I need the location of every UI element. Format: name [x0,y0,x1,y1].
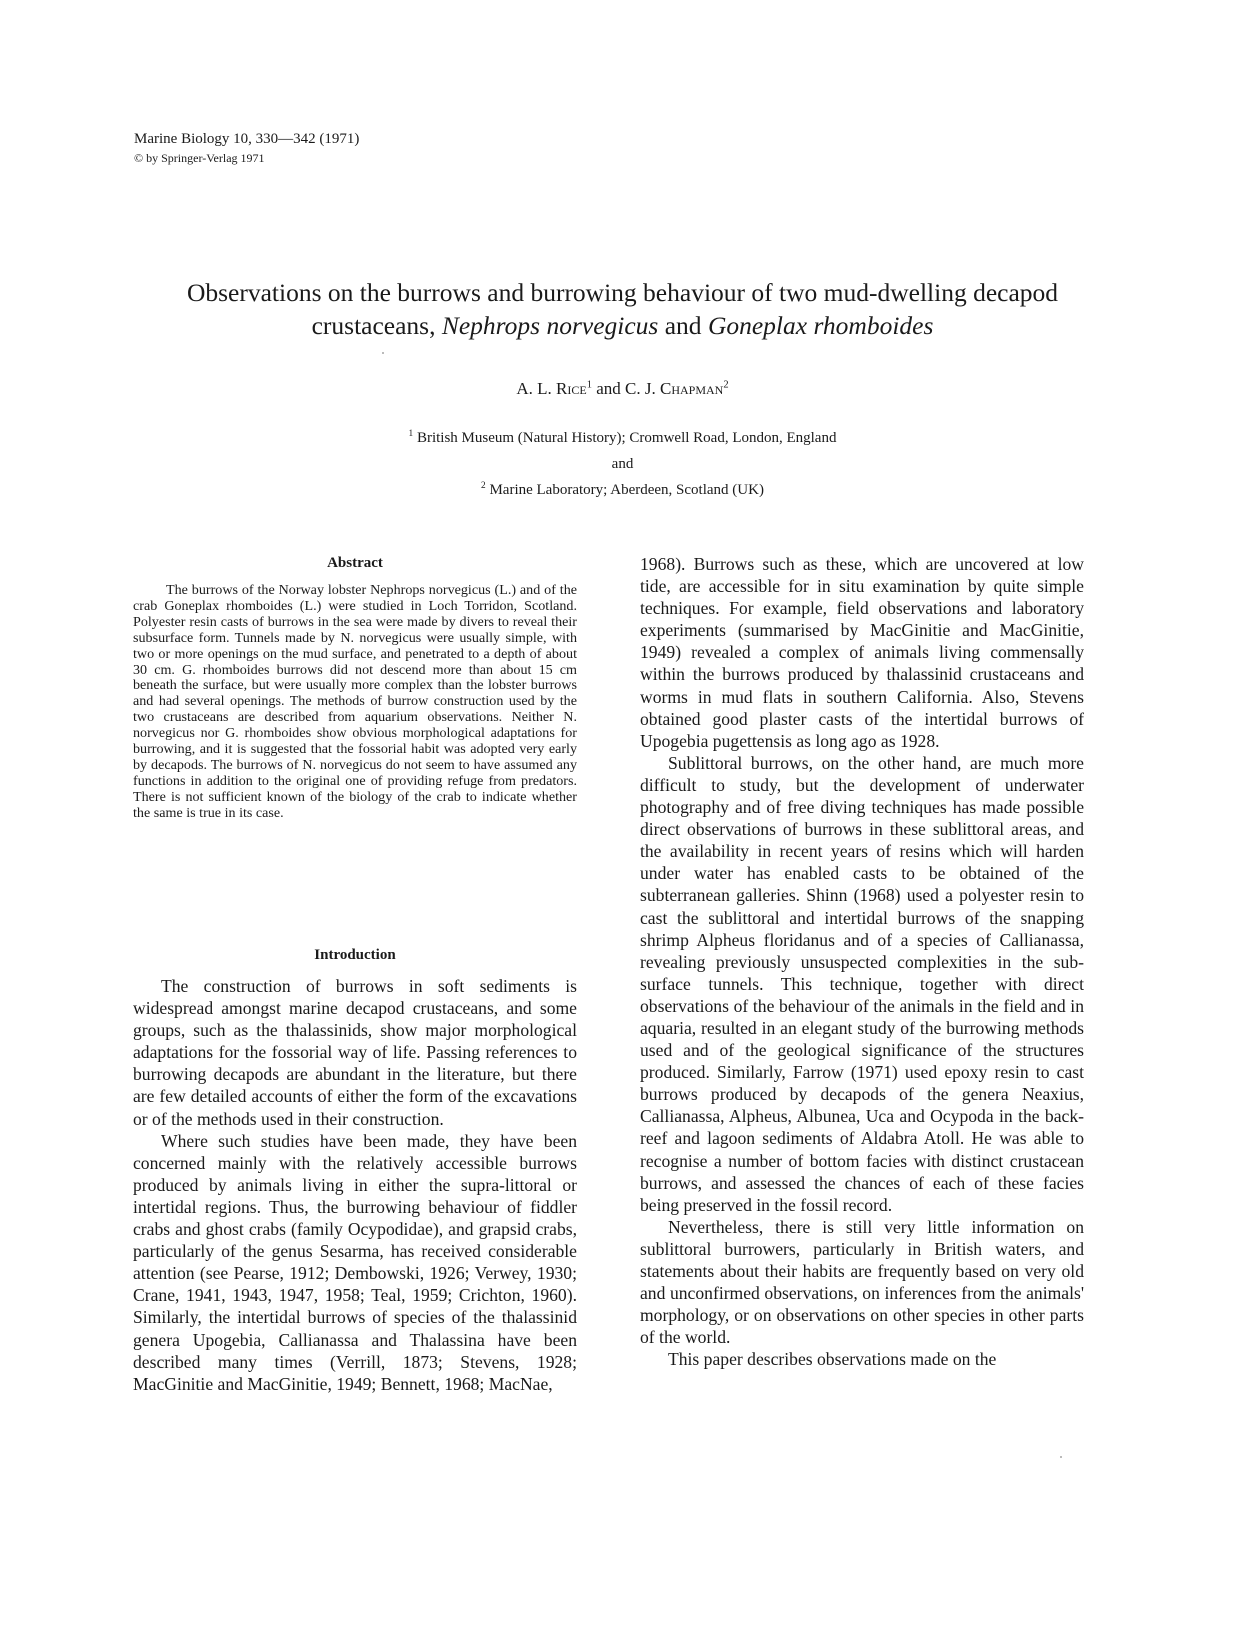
author-2: C. J. Chapman [625,379,724,398]
abstract-heading: Abstract [327,555,383,571]
right-paragraph-4: This paper describes observations made on the [668,1349,997,1370]
title-line-1: Observations on the burrows and burrowing behaviour of two mud-dwelling decapod [186,278,1059,307]
affiliation-1 [0,425,1245,451]
journal-header [134,128,359,167]
introduction-body [133,975,577,1395]
right-column-body [640,553,1084,1370]
right-paragraph-3: Nevertheless, there is still very little information on sublittoral burrowers, particularly in British waters, and statements about their habits are frequently based on very old and unconfirmed observations, on inferences from the animals' morphology, or on observations on other species in other parts of the world. [640,1216,1084,1348]
title-prefix: crustaceans, [311,311,442,340]
affiliations [0,425,1245,503]
author-1-marker: 1 [586,379,592,391]
affiliation-2-text: Marine Laboratory; Aberdeen, Scotland (UK) [485,482,764,498]
affiliation-1-marker: 1 [408,429,414,439]
title-line-2 [100,309,1145,342]
title-species-2: Goneplax rhomboides [707,311,934,340]
title-and: and [658,311,708,340]
copyright-line: © by Springer-Verlag 1971 [134,151,265,165]
right-paragraph-1: 1968). Burrows such as these, which are uncovered at low tide, are accessible for in situ examination by quite simple techniques. For example, field observations and laboratory experiments (summarised by MacGinitie and MacGinitie, 1949) revealed a complex of animals living commensally within the burrows produced by thalassinid crustaceans and worms in mud flats in southern California. Also, Stevens obtained good plaster casts of the intertidal burrows of Upogebia pugettensis as long ago as 1928. [640,554,1084,751]
intro-paragraph-1: The construction of burrows in soft sediments is widespread amongst marine decapod crustaceans, and some groups, such as the thalassinids, show major morphological adaptations for the fossorial way of life. Passing references to burrowing decapods are abundant in the literature, but there are few detailed accounts of either the form of the excavations or of the methods used in their construction. [133,976,577,1129]
affiliation-and: and [611,456,634,472]
introduction-heading: Introduction [314,947,396,963]
author-1: A. L. Rice [516,379,587,398]
abstract-text: The burrows of the Norway lobster Nephrops norvegicus (L.) and of the crab Goneplax rhomboides (L.) were studied in Loch Torridon, Scotland. Polyester resin casts of burrows in the sea were made by divers to reveal their subsurface form. Tunnels made by N. norvegicus were usually simple, with two or more openings on the mud surface, and penetrated to a depth of about 30 cm. G. rhomboides burrows did not descend more than about 15 cm beneath the surface, but were usually more complex than the lobster burrows and had several openings. The methods of burrow construction used by the two crustaceans are described from aquarium observations. Neither N. norvegicus nor G. rhomboides show obvious morphological adaptations for burrowing, and it is suggested that the fossorial habit was adopted very early by decapods. The burrows of N. norvegicus do not seem to have assumed any functions in addition to the original one of providing refuge from predators. There is not sufficient known of the biology of the crab to indicate whether the same is true in its case. [133,582,577,821]
title-species-1: Nephrops norvegicus [441,311,659,340]
scan-speck [1060,1456,1062,1458]
author-2-marker: 2 [723,379,729,391]
intro-paragraph-2: Where such studies have been made, they have been concerned mainly with the relatively accessible burrows produced by animals living in either the supra-littoral or intertidal regions. Thus, the burrowing behaviour of fiddler crabs and ghost crabs (family Ocypodidae), and grapsid crabs, particularly of the genus Sesarma, has received considerable attention (see Pearse, 1912; Dembowski, 1926; Verwey, 1930; Crane, 1941, 1943, 1947, 1958; Teal, 1959; Crichton, 1960). Similarly, the intertidal burrows of species of the thalassinid genera Upogebia, Callianassa and Thalassina have been described many times (Verrill, 1873; Stevens, 1928; MacGinitie and MacGinitie, 1949; Bennett, 1968; MacNae, [133,1130,577,1394]
journal-citation: Marine Biology 10, 330—342 (1971) [134,131,360,147]
right-paragraph-2: Sublittoral burrows, on the other hand, are much more difficult to study, but the development of underwater photography and of free diving techniques has made possible direct observations of burrows in these sublittoral areas, and the availability in recent years of resins which will harden under water has enabled casts to be obtained of the subterranean galleries. Shinn (1968) used a polyester resin to cast the sublittoral and intertidal burrows of the snapping shrimp Alpheus floridanus and of a species of Callianassa, revealing previously unsuspected complexities in the sub-surface tunnels. This technique, together with direct observations of the behaviour of the animals in the field and in aquaria, resulted in an elegant study of the burrowing methods used and of the geological significance of the structures produced. Similarly, Farrow (1971) used epoxy resin to cast burrows produced by decapods of the genera Neaxius, Callianassa, Alpheus, Albunea, Uca and Ocypoda in the back-reef and lagoon sediments of Aldabra Atoll. He was able to recognise a number of bottom facies with distinct crustacean burrows, and assessed the chances of each of these facies being preserved in the fossil record. [640,752,1084,1215]
authors-and: and [591,379,626,398]
affiliation-1-text: British Museum (Natural History); Cromwell Road, London, England [413,430,837,446]
affiliation-2-marker: 2 [481,481,486,491]
article-title [100,276,1145,342]
author-line [0,378,1245,400]
scan-speck [382,352,384,354]
affiliation-2 [0,477,1245,503]
